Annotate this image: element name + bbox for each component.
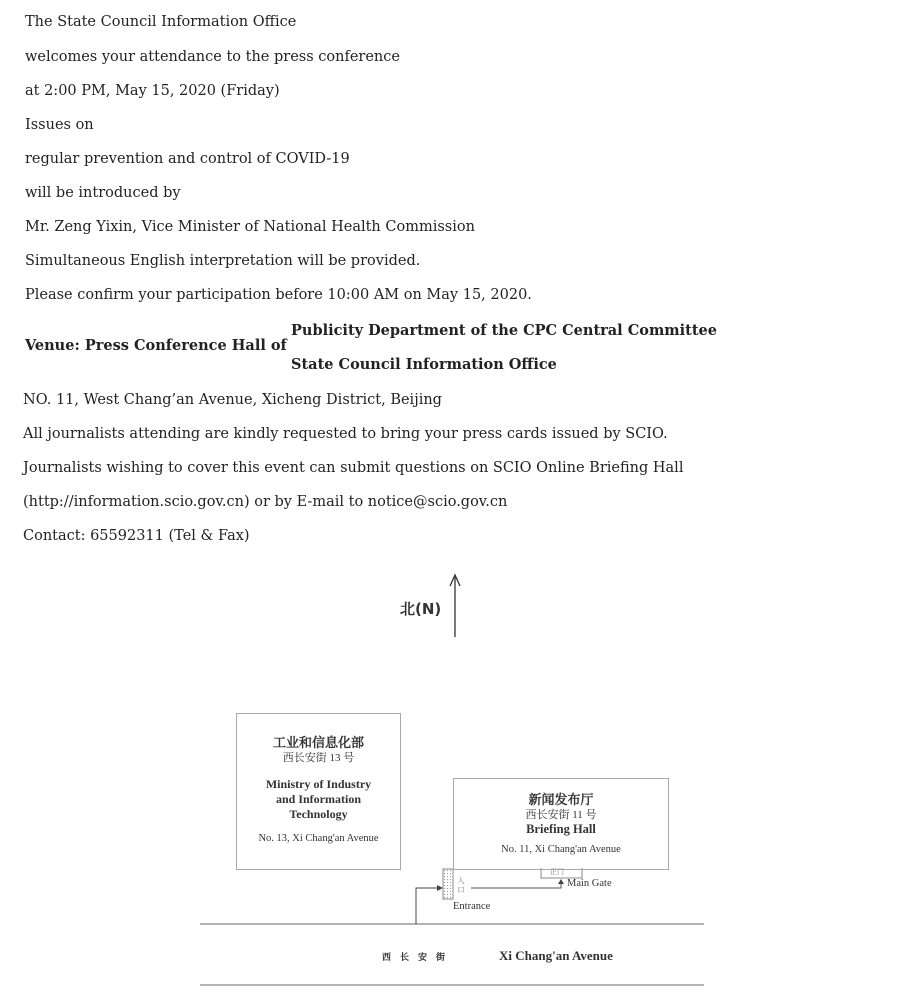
venue-org: State Council Information Office	[291, 356, 557, 373]
text-line: The State Council Information Office	[25, 14, 297, 30]
entrance-cn-label: 入口	[457, 877, 465, 894]
contact-line: Contact: 65592311 (Tel & Fax)	[23, 528, 250, 544]
entrance-label: Entrance	[453, 901, 491, 912]
miit-cn-name: 工业和信息化部	[272, 735, 364, 750]
text-line: Simultaneous English interpretation will be provided.	[25, 253, 421, 269]
miit-building	[236, 713, 401, 870]
hall-en-name: Briefing Hall	[526, 822, 596, 836]
hall-en-address: No. 11, Xi Chang'an Avenue	[501, 844, 621, 855]
text-line: Journalists wishing to cover this event can submit questions on SCIO Online Briefing Hall	[23, 460, 684, 476]
hall-cn-address: 西长安街 11 号	[525, 809, 597, 821]
miit-en-address: No. 13, Xi Chang'an Avenue	[258, 833, 379, 844]
road-en-label: Xi Chang'an Avenue	[499, 948, 613, 963]
address-line: NO. 11, West Chang’an Avenue, Xicheng District, Beijing	[23, 392, 442, 408]
venue-org: Publicity Department of the CPC Central Committee	[291, 322, 717, 339]
briefing-hall-building	[453, 778, 669, 870]
text-line: All journalists attending are kindly requested to bring your press cards issued by SCIO.	[23, 426, 668, 442]
text-line: regular prevention and control of COVID-19	[25, 151, 350, 167]
miit-cn-address: 西长安街 13 号	[282, 752, 355, 764]
text-line: Mr. Zeng Yixin, Vice Minister of National Health Commission	[25, 219, 475, 235]
text-line: Please confirm your participation before 10:00 AM on May 15, 2020.	[25, 287, 532, 303]
entrance-marker	[443, 869, 453, 899]
gate-cn-label: 正门	[550, 868, 564, 876]
north-label: 北(N)	[400, 600, 442, 618]
text-line: (http://information.scio.gov.cn) or by E-mail to notice@scio.gov.cn	[23, 494, 508, 510]
text-line: will be introduced by	[25, 185, 181, 201]
miit-en-name: Ministry of Industry and Information Technology	[265, 777, 372, 821]
road-cn-label: 西 长 安 街	[382, 952, 446, 962]
text-line: Issues on	[25, 117, 94, 133]
hall-cn-name: 新闻发布厅	[528, 792, 594, 807]
text-line: welcomes your attendance to the press conference	[25, 49, 400, 65]
text-line: at 2:00 PM, May 15, 2020 (Friday)	[25, 83, 280, 99]
main-gate-label: Main Gate	[567, 878, 612, 889]
venue-label: Venue: Press Conference Hall of	[25, 337, 287, 354]
